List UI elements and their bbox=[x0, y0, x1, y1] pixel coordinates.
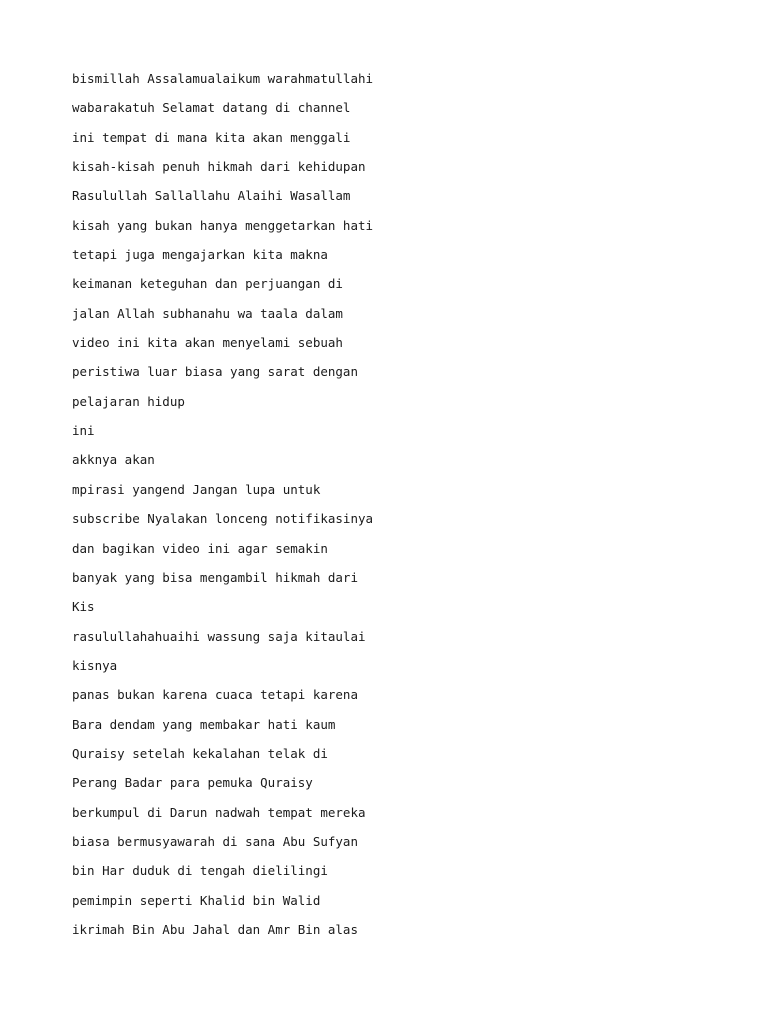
text-line: biasa bermusyawarah di sana Abu Sufyan bbox=[72, 833, 358, 849]
text-line: banyak yang bisa mengambil hikmah dari bbox=[72, 569, 358, 585]
text-line: tetapi juga mengajarkan kita makna bbox=[72, 247, 328, 263]
text-line: kisah-kisah penuh hikmah dari kehidupan bbox=[72, 159, 366, 175]
text-line: panas bukan karena cuaca tetapi karena bbox=[72, 687, 358, 703]
text-line: berkumpul di Darun nadwah tempat mereka bbox=[72, 804, 366, 820]
text-line: Quraisy setelah kekalahan telak di bbox=[72, 745, 328, 761]
text-line: kisnya bbox=[72, 657, 118, 673]
text-line: wabarakatuh Selamat datang di channel bbox=[72, 100, 351, 116]
text-line: subscribe Nyalakan lonceng notifikasinya bbox=[72, 511, 374, 527]
transcript-text bbox=[72, 70, 373, 950]
text-line: pemimpin seperti Khalid bin Walid bbox=[72, 892, 321, 908]
text-line: rasulullahahuaihi wassung saja kitaulai bbox=[72, 628, 366, 644]
text-line: ikrimah Bin Abu Jahal dan Amr Bin alas bbox=[72, 921, 358, 937]
text-line: pelajaran hidup bbox=[72, 393, 185, 409]
text-line: ini tempat di mana kita akan menggali bbox=[72, 129, 351, 145]
text-line: Perang Badar para pemuka Quraisy bbox=[72, 775, 313, 791]
text-line: dan bagikan video ini agar semakin bbox=[72, 540, 328, 556]
text-line: kisah yang bukan hanya menggetarkan hati bbox=[72, 217, 374, 233]
text-line: jalan Allah subhanahu wa taala dalam bbox=[72, 305, 343, 321]
text-line: peristiwa luar biasa yang sarat dengan bbox=[72, 364, 358, 380]
text-line: ini bbox=[72, 423, 95, 439]
text-line: bismillah Assalamualaikum warahmatullahi bbox=[72, 71, 374, 86]
text-line: mpirasi yangend Jangan lupa untuk bbox=[72, 481, 321, 497]
text-line: bin Har duduk di tengah dielilingi bbox=[72, 863, 328, 879]
text-line: Bara dendam yang membakar hati kaum bbox=[72, 716, 336, 732]
text-line: akknya akan bbox=[72, 452, 155, 468]
text-line: video ini kita akan menyelami sebuah bbox=[72, 335, 343, 351]
text-line: keimanan keteguhan dan perjuangan di bbox=[72, 276, 343, 292]
text-line: Kis bbox=[72, 599, 95, 615]
text-line: Rasulullah Sallallahu Alaihi Wasallam bbox=[72, 188, 351, 204]
